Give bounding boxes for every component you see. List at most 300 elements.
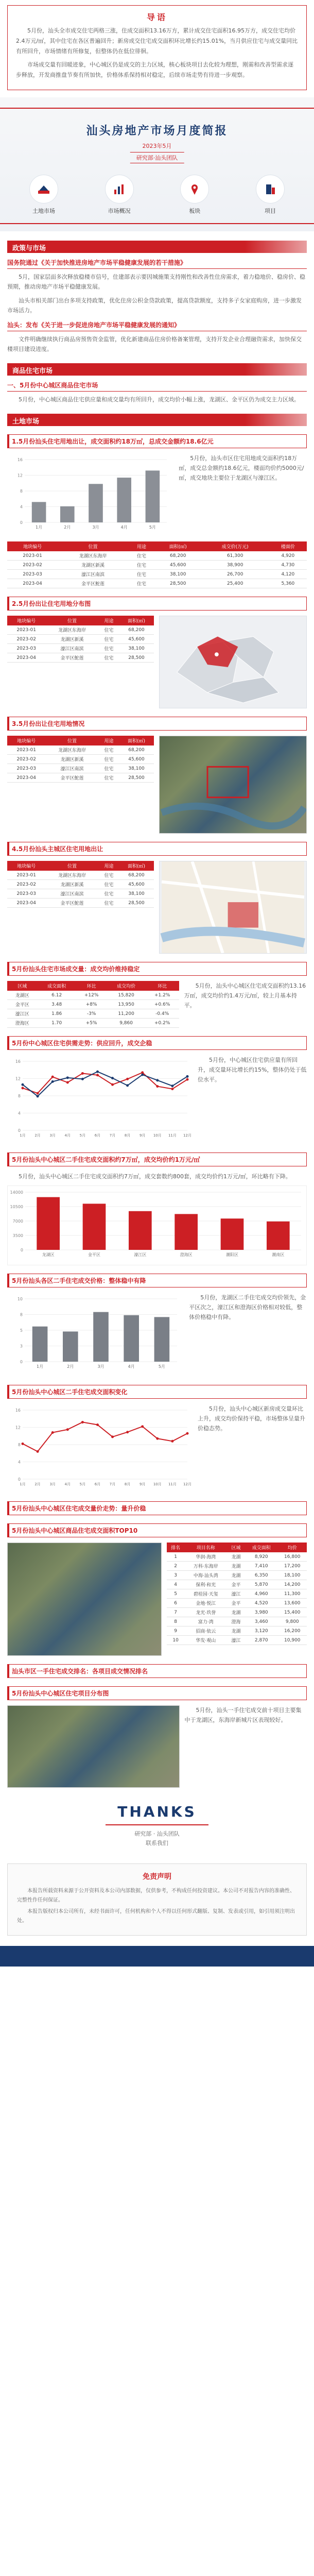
x-tick-label: 5月: [158, 1364, 165, 1369]
hero-icon-item[interactable]: [21, 175, 67, 215]
table-cell: 中海·汕头湾: [185, 1571, 227, 1580]
table-row: [7, 991, 179, 1000]
table-cell: 3.48: [37, 1000, 76, 1009]
table-cell: 68,200: [119, 871, 154, 880]
land-bar-title: 4.5月份汕头主城区住宅用地出让: [7, 842, 307, 856]
intro-box: [7, 5, 307, 90]
x-tick-label: 5月: [149, 525, 156, 530]
market-subheading: 一、5月份中心城区商品住宅市场: [7, 381, 307, 392]
table-cell: 住宅: [128, 561, 155, 570]
table-cell: 澄海: [227, 1617, 245, 1626]
bar: [37, 1197, 60, 1250]
data-point: [22, 1443, 24, 1445]
table-cell: 住宅: [99, 653, 119, 663]
x-tick-label: 2月: [64, 525, 71, 530]
section-title: 土地市场: [12, 418, 40, 426]
x-tick-label: 4月: [120, 525, 128, 530]
intro-title: 导语: [146, 12, 167, 22]
y-tick-label: 0: [20, 520, 23, 525]
hero-icon-item[interactable]: [247, 175, 293, 215]
table-cell: 2023-03: [7, 644, 45, 653]
x-tick-label: 2月: [34, 1482, 41, 1486]
table-cell: 38,100: [119, 889, 154, 899]
sales-table: [7, 981, 179, 1028]
market-paragraph: 5月份，中心城区商品住宅供应量和成交量均有所回升，成交均价小幅上涨，龙湖区、金平区仍为成交主力区域。: [19, 396, 300, 403]
table-cell: 住宅: [99, 745, 119, 755]
bar: [93, 1312, 109, 1362]
series-line: [23, 1422, 187, 1451]
table-header-cell: 区域: [7, 981, 37, 991]
table-cell: 住宅: [128, 579, 155, 588]
table-cell: 2023-01: [7, 745, 45, 755]
table-cell: 龙湖区: [7, 991, 37, 1000]
footer-band: [0, 1946, 314, 1967]
table-header-cell: 区域: [227, 1543, 245, 1552]
ranking-bar-title: 5月份汕头中心城区住宅项目分布图: [7, 1686, 307, 1700]
hero-icon-label: 市场概况: [108, 208, 131, 214]
table-cell: 2023-01: [7, 551, 58, 561]
table-cell: 2023-04: [7, 899, 45, 908]
project-icon: [256, 175, 285, 204]
table-cell: +12%: [76, 991, 107, 1000]
district-map[interactable]: [159, 616, 307, 708]
table-row: [7, 570, 307, 579]
table-cell: 华发·观山: [185, 1636, 227, 1645]
table-cell: 龙湖区东海岸: [45, 871, 99, 880]
table-header-cell: 用途: [128, 541, 155, 551]
table-cell: 龙湖: [227, 1626, 245, 1636]
disclaimer-box: [7, 1863, 307, 1936]
resale-paragraph: 5月份，汕头中心城区二手住宅成交面积约7万㎡，成交套数约800套，成交均价约1万元/㎡，环比略有下降。: [19, 1173, 291, 1180]
table-row: [167, 1617, 307, 1626]
bar: [63, 1331, 78, 1362]
table-header-cell: 位置: [45, 736, 99, 745]
project-distribution-map[interactable]: [7, 1705, 180, 1788]
sales-row: [7, 981, 307, 1028]
district-icon: [180, 175, 209, 204]
x-tick-label: 1月: [20, 1482, 26, 1486]
x-tick-label: 12月: [183, 1133, 191, 1138]
thanks-team: 研究部 · 汕头团队: [134, 1831, 180, 1837]
ranking-map-row: [7, 1705, 307, 1788]
table-cell: 2023-03: [7, 889, 45, 899]
table-cell: -3%: [76, 1009, 107, 1019]
table-cell: +0.2%: [146, 1019, 179, 1028]
table-row: [167, 1562, 307, 1571]
x-tick-label: 4月: [64, 1482, 71, 1486]
data-point: [81, 1072, 84, 1075]
sales-bar-title: 5月份汕头住宅市场成交量：成交均价维持稳定: [7, 962, 307, 976]
table-cell: 25,400: [201, 579, 269, 588]
table-row: [7, 579, 307, 588]
hero-icon-label: 土地市场: [32, 208, 55, 214]
table-cell: 濠江: [227, 1589, 245, 1599]
bar: [267, 1222, 290, 1250]
table-cell: 富力·湾: [185, 1617, 227, 1626]
trend-row: [7, 1055, 307, 1144]
table-cell: 11,300: [278, 1589, 307, 1599]
table-cell: 16,800: [278, 1552, 307, 1562]
table-cell: 4,960: [245, 1589, 278, 1599]
y-tick-label: 0: [18, 1128, 21, 1133]
hero-icon-row: [21, 175, 293, 215]
disclaimer-paragraph: 本报告所载资料来源于公开资料及本公司内部数据，仅供参考，不构成任何投资建议。本公司不对报告内容的准确性、完整性作任何保证。: [17, 1888, 295, 1903]
table-cell: 金平区鮀莲: [58, 579, 128, 588]
table-row: [167, 1552, 307, 1562]
ranking-side-text: 5月份，汕头一手住宅成交前十项目主要集中于龙湖区，东海岸新城片区表现较好。: [184, 1707, 302, 1723]
table-cell: 2: [167, 1562, 185, 1571]
table-cell: 1.86: [37, 1009, 76, 1019]
table-cell: 1: [167, 1552, 185, 1562]
table-row: [7, 871, 154, 880]
table-cell: 17,200: [278, 1562, 307, 1571]
table-cell: 45,600: [155, 561, 201, 570]
x-tick-label: 4月: [64, 1133, 71, 1138]
table-cell: 8,920: [245, 1552, 278, 1562]
table-cell: 10,900: [278, 1636, 307, 1645]
data-point: [186, 1432, 189, 1435]
report-title: 汕头房地产市场月度简报: [86, 125, 228, 138]
data-point: [171, 1084, 173, 1087]
table-cell: 6: [167, 1599, 185, 1608]
y-tick-label: 4: [20, 504, 23, 510]
table-cell: 10: [167, 1636, 185, 1645]
table-cell: 28,500: [119, 773, 154, 783]
overview-icon: [105, 175, 134, 204]
table-cell: 2023-02: [7, 635, 45, 644]
hero-icon-label: 板块: [189, 208, 201, 214]
table-cell: 住宅: [99, 625, 119, 635]
intro-paragraph: 市场成交量有回暖迹象，中心城区仍是成交的主力区域，核心板块项目去化较为理想，刚需和改善型需求逐步释放，开发商推盘节奏有所加快，价格体系保持相对稳定，后续市场走势有待进一步观察。: [16, 61, 293, 78]
table-cell: 68,200: [155, 551, 201, 561]
data-point: [37, 1095, 39, 1097]
y-tick-label: 16: [15, 1408, 21, 1413]
data-point: [126, 1078, 129, 1080]
x-tick-label: 潮南区: [272, 1252, 285, 1257]
table-cell: 濠江区南滨: [58, 570, 128, 579]
table-cell: 13,950: [107, 1000, 145, 1009]
table-header-cell: 面积(㎡): [119, 736, 154, 745]
table-cell: 38,900: [201, 561, 269, 570]
table-cell: +1.2%: [146, 991, 179, 1000]
table-header-cell: 位置: [45, 616, 99, 625]
table-row: [167, 1580, 307, 1589]
table-cell: 3: [167, 1571, 185, 1580]
table-cell: 6,350: [245, 1571, 278, 1580]
table-row: [167, 1599, 307, 1608]
x-tick-label: 8月: [124, 1482, 131, 1486]
report-team: 研究部·汕头团队: [130, 152, 184, 163]
section-header-land: [7, 414, 307, 426]
table-cell: 濠江: [227, 1636, 245, 1645]
y-tick-label: 12: [15, 1076, 21, 1081]
table-row: [7, 745, 154, 755]
resale-side-text: 5月份，汕头中心城区新房成交量环比上升，成交均价保持平稳，市场整体呈量升价稳态势。: [198, 1405, 305, 1432]
data-point: [141, 1425, 144, 1428]
x-tick-label: 3月: [49, 1133, 56, 1138]
ranking-row: [7, 1543, 307, 1656]
x-tick-label: 11月: [168, 1482, 177, 1486]
satellite-map[interactable]: [159, 736, 307, 834]
land-detail-table-2: [7, 861, 154, 908]
table-cell: 2,870: [245, 1636, 278, 1645]
y-tick-label: 12: [15, 1425, 21, 1430]
y-tick-label: 5: [20, 1328, 23, 1333]
table-cell: 3,460: [245, 1617, 278, 1626]
data-point: [51, 1080, 54, 1083]
table-header-cell: 成交价(万元): [201, 541, 269, 551]
table-cell: 龙湖: [227, 1571, 245, 1580]
table-cell: 38,100: [119, 644, 154, 653]
disclaimer-title: 免责声明: [143, 1873, 171, 1881]
table-row: [167, 1589, 307, 1599]
data-point: [186, 1075, 189, 1078]
table-cell: 68,200: [119, 625, 154, 635]
table-cell: 9,800: [278, 1617, 307, 1626]
table-cell: 金平区鮀莲: [45, 653, 99, 663]
x-tick-label: 7月: [109, 1482, 116, 1486]
bar: [146, 470, 160, 522]
table-row: [7, 653, 154, 663]
x-tick-label: 4月: [128, 1364, 135, 1369]
ranking-table: [167, 1543, 307, 1645]
x-tick-label: 9月: [139, 1482, 146, 1486]
data-point: [66, 1428, 69, 1431]
data-point: [141, 1073, 144, 1076]
table-cell: 住宅: [99, 880, 119, 889]
thanks-contact[interactable]: 联系我们: [146, 1840, 168, 1846]
series-line: [23, 1072, 187, 1096]
ranking-satellite-map[interactable]: [7, 1543, 162, 1656]
land-map-table: [7, 616, 154, 708]
land-detail-table: [7, 736, 154, 783]
table-cell: 住宅: [99, 899, 119, 908]
x-tick-label: 5月: [79, 1133, 86, 1138]
resale-bar-title: 5月份汕头各区二手住宅成交价格：整体稳中有降: [7, 1274, 307, 1287]
table-cell: 濠江区: [7, 1009, 37, 1019]
table-cell: +5%: [76, 1019, 107, 1028]
data-point: [171, 1088, 173, 1090]
table-cell: 45,600: [119, 635, 154, 644]
table-cell: 2023-02: [7, 880, 45, 889]
land-sat-table: [7, 736, 154, 834]
resale-row: [7, 1293, 307, 1377]
x-tick-label: 潮阳区: [226, 1252, 238, 1257]
y-tick-label: 0: [20, 1360, 23, 1364]
resale-bar-title: 5月份汕头中心城区二手住宅成交面积变化: [7, 1385, 307, 1399]
thanks-title: THANKS: [117, 1803, 197, 1820]
table-cell: 15,820: [107, 991, 145, 1000]
table-cell: 2023-01: [7, 871, 45, 880]
resale-price-chart: [8, 1186, 306, 1263]
city-map[interactable]: [159, 861, 307, 954]
x-tick-label: 濠江区: [134, 1252, 147, 1257]
table-cell: 4,120: [269, 570, 307, 579]
resale-bar-title: 5月份汕头中心城区二手住宅成交面积约7万㎡，成交均价约1万元/㎡: [7, 1153, 307, 1166]
table-cell: 龙湖: [227, 1552, 245, 1562]
sales-table-wrap: [7, 981, 179, 1028]
x-tick-label: 金平区: [88, 1252, 100, 1257]
table-header-cell: 楼面价: [269, 541, 307, 551]
resale-bar-title: 5月份汕头中心城区住宅成交量价走势：量升价稳: [7, 1501, 307, 1515]
table-cell: 金平区: [7, 1000, 37, 1009]
section-header-policy: [7, 241, 307, 253]
ranking-map: [7, 1543, 162, 1656]
table-cell: -0.4%: [146, 1009, 179, 1019]
chart-container: [7, 453, 173, 537]
policy-paragraph: 文件明确继续执行商品房预售资金监管，优化新建商品住房价格备案管理，支持开发企业合理融资需求，加快保交楼项目建设进度。: [7, 336, 302, 352]
table-header-cell: 排名: [167, 1543, 185, 1552]
table-header-cell: 地块编号: [7, 736, 45, 745]
y-tick-label: 10: [17, 1297, 23, 1301]
land-map2-table: [7, 861, 154, 954]
table-row: [7, 625, 154, 635]
land-chart: [7, 453, 172, 536]
bar: [129, 1211, 152, 1250]
hero-divider: [0, 108, 314, 109]
table-header-cell: 面积(㎡): [119, 861, 154, 871]
table-cell: 4,920: [269, 551, 307, 561]
bar: [154, 1317, 170, 1362]
land-bar-title: 1.5月份汕头住宅用地出让，成交面积约18万㎡，总成交金额约18.6亿元: [7, 434, 307, 448]
table-cell: 26,700: [201, 570, 269, 579]
section-title: 政策与市场: [12, 245, 46, 252]
table-cell: 金平区鮀莲: [45, 773, 99, 783]
table-cell: 龙湖区东海岸: [58, 551, 128, 561]
series-line: [23, 1073, 187, 1093]
land-map2-row: [7, 861, 307, 954]
table-header-cell: 用途: [99, 736, 119, 745]
table-cell: 金平: [227, 1580, 245, 1589]
table-cell: 招商·依云: [185, 1626, 227, 1636]
x-tick-label: 12月: [183, 1482, 191, 1486]
bar: [83, 1204, 106, 1250]
x-tick-label: 11月: [168, 1133, 177, 1138]
table-cell: 濠江区南滨: [45, 889, 99, 899]
y-tick-label: 8: [18, 1443, 21, 1447]
table-cell: 龙湖区新溪: [45, 635, 99, 644]
hero-icon-item[interactable]: [96, 175, 143, 215]
land-icon: [29, 175, 58, 204]
table-cell: 5: [167, 1589, 185, 1599]
table-header-cell: 成交均价: [107, 981, 145, 991]
table-cell: 住宅: [99, 871, 119, 880]
ranking-bar-title: 5月份汕头中心城区商品住宅成交面积TOP10: [7, 1523, 307, 1537]
x-tick-label: 1月: [37, 1364, 44, 1369]
table-cell: 住宅: [99, 773, 119, 783]
policy-paragraph: 汕头市相关部门出台多项支持政策，优化住房公积金贷款政策，提高贷款额度，支持多子女家庭购房，进一步激发市场活力。: [7, 297, 302, 314]
table-cell: 38,100: [155, 570, 201, 579]
x-tick-label: 6月: [94, 1133, 101, 1138]
table-cell: 9: [167, 1626, 185, 1636]
section-title: 商品住宅市场: [12, 367, 53, 375]
table-cell: 2023-02: [7, 561, 58, 570]
x-tick-label: 6月: [94, 1482, 101, 1486]
hero-icon-item[interactable]: [171, 175, 218, 215]
data-point: [51, 1431, 54, 1434]
satellite-overlay: [160, 736, 306, 833]
table-header-cell: 用途: [99, 616, 119, 625]
policy-subheading: 汕头：发布《关于进一步促进房地产市场平稳健康发展的通知》: [7, 320, 307, 331]
table-cell: 4,730: [269, 561, 307, 570]
data-point: [111, 1077, 114, 1079]
y-tick-label: 12: [17, 473, 23, 478]
y-tick-label: 16: [17, 457, 23, 462]
table-row: [7, 551, 307, 561]
data-point: [171, 1440, 173, 1443]
table-row: [167, 1571, 307, 1580]
resale-side-text: 5月份，龙湖区二手住宅成交均价领先，金平区次之，濠江区和澄海区价格相对较低，整体价格稳中有降。: [189, 1294, 306, 1320]
table-cell: +0.6%: [146, 1000, 179, 1009]
table-header-cell: 均价: [278, 1543, 307, 1552]
table-cell: 保利·和光: [185, 1580, 227, 1589]
policy-paragraph: 5月，国家层面多次释放稳楼市信号，住建部表示要因城施策支持刚性和改善性住房需求，着力稳地价、稳房价、稳预期，推动房地产市场平稳健康发展。: [7, 274, 305, 290]
thanks-divider: [106, 1824, 208, 1825]
table-cell: 住宅: [128, 570, 155, 579]
y-tick-label: 8: [18, 1094, 21, 1098]
table-cell: 28,500: [119, 653, 154, 663]
y-tick-label: 4: [18, 1460, 21, 1465]
table-row: [7, 773, 154, 783]
x-tick-label: 5月: [79, 1482, 86, 1486]
x-tick-label: 10月: [153, 1133, 162, 1138]
table-cell: 7: [167, 1608, 185, 1617]
table-row: [7, 561, 307, 570]
resale-row-2: [7, 1404, 307, 1493]
table-row: [7, 635, 154, 644]
table-cell: 住宅: [99, 644, 119, 653]
table-cell: 3,980: [245, 1608, 278, 1617]
data-point: [156, 1079, 159, 1081]
table-cell: 龙湖: [227, 1608, 245, 1617]
data-point: [51, 1076, 54, 1078]
table-cell: 2023-03: [7, 570, 58, 579]
table-cell: 龙湖区东海岸: [45, 745, 99, 755]
trend-chart: [7, 1055, 193, 1143]
data-point: [22, 1083, 24, 1086]
trend-bar-title: 5月份中心城区住宅供需走势：供应回升，成交企稳: [7, 1036, 307, 1050]
x-tick-label: 2月: [34, 1133, 41, 1138]
table-cell: 碧桂园·天玺: [185, 1589, 227, 1599]
policy-subheading: 国务院通过《关于加快推进房地产市场平稳健康发展的若干措施》: [7, 258, 307, 269]
chart-container: [7, 1055, 193, 1144]
data-point: [96, 1071, 99, 1073]
bar: [32, 1327, 48, 1362]
data-point: [156, 1085, 159, 1088]
table-cell: 45,600: [119, 755, 154, 764]
data-point: [186, 1078, 189, 1081]
x-tick-label: 9月: [139, 1133, 146, 1138]
table-header-cell: 成交面积: [37, 981, 76, 991]
table-cell: 龙湖区新溪: [45, 755, 99, 764]
table-cell: 3,120: [245, 1626, 278, 1636]
table-cell: 8: [167, 1617, 185, 1626]
table-row: [7, 1019, 179, 1028]
table-cell: 住宅: [99, 635, 119, 644]
table-cell: 38,100: [119, 764, 154, 773]
data-point: [66, 1081, 69, 1084]
x-tick-label: 2月: [67, 1364, 74, 1369]
y-tick-label: 8: [20, 1312, 23, 1317]
table-cell: 金地·悦江: [185, 1599, 227, 1608]
table-cell: 61,300: [201, 551, 269, 561]
data-point: [37, 1092, 39, 1094]
data-point: [96, 1423, 99, 1426]
table-cell: 16,200: [278, 1626, 307, 1636]
table-header-cell: 面积(㎡): [155, 541, 201, 551]
table-cell: +8%: [76, 1000, 107, 1009]
y-tick-label: 3: [20, 1344, 23, 1349]
